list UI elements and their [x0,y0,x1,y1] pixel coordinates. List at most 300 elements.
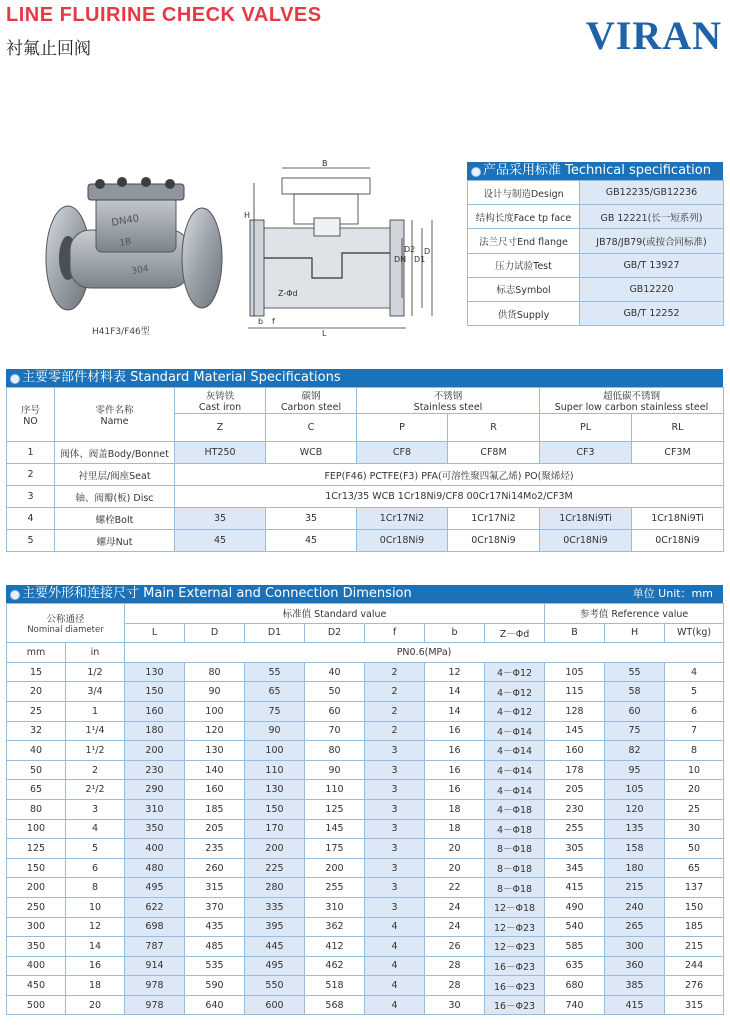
dimensions-unit: 单位 Unit：mm [632,587,713,600]
mat-cell: 0Cr18Ni9 [448,530,540,552]
mat-span: FEP(F46) PCTFE(F3) PFA(可溶性聚四氟乙烯) PO(聚烯烃) [175,464,724,486]
mat-name: 阀体、阀盖Body/Bonnet [55,442,175,464]
dim-cell: 16－Φ23 [485,976,545,996]
dim-cell: 110 [245,760,305,780]
dim-cell: 3 [365,819,425,839]
photo-caption: H41F3/F46型 [92,327,150,337]
mat-code: Z [175,414,266,442]
table-row [7,819,724,839]
dim-cell: 130 [245,780,305,800]
brand-logo: VIRAN [585,13,722,58]
mat-cell: CF3M [632,442,724,464]
dim-cell: 65 [665,858,724,878]
table-row [7,662,724,682]
dim-cell: 200 [245,839,305,859]
dim-cell: 225 [245,858,305,878]
dim-cell: 500 [7,995,66,1015]
dim-cell: 680 [545,976,605,996]
dim-cell: 2 [365,662,425,682]
dim-cell: 185 [185,799,245,819]
dim-cell: 110 [305,780,365,800]
dim-cell: 16 [425,741,485,761]
dim-cell: 3 [365,897,425,917]
dim-cell: 40 [7,741,66,761]
dim-cell: 30 [665,819,724,839]
mat-no: 5 [7,530,55,552]
dim-cell: 50 [665,839,724,859]
dim-cell: 445 [245,937,305,957]
dim-cell: 178 [545,760,605,780]
spec-label: 结构长度Face tp face [468,205,580,229]
mat-code: RL [632,414,724,442]
dim-cell: 7 [665,721,724,741]
mat-name: 螺母Nut [55,530,175,552]
dim-cell: 205 [545,780,605,800]
mat-code: PL [540,414,632,442]
dim-cell: 16－Φ23 [485,995,545,1015]
dim-cell: 55 [605,662,665,682]
dim-cell: 4 [66,819,125,839]
drawing-label-dn: DN [394,255,407,264]
dim-cell: 255 [305,878,365,898]
mat-cell: 0Cr18Ni9 [540,530,632,552]
dim-cell: 30 [425,995,485,1015]
dim-body [7,662,724,1015]
dim-cell: 20 [425,839,485,859]
dim-cell: 4－Φ14 [485,741,545,761]
spec-row [468,205,724,229]
dim-cell: 15 [7,662,66,682]
dim-cell: 240 [605,897,665,917]
dim-cell: 3 [365,741,425,761]
dim-col: D [185,623,245,643]
dim-col: f [365,623,425,643]
dim-cell: 4－Φ12 [485,662,545,682]
mat-row [7,442,724,464]
dim-head-mm: mm [7,643,66,663]
dim-cell: 160 [185,780,245,800]
dim-col: b [425,623,485,643]
page-title: LINE FLUIRINE CHECK VALVES [6,4,322,26]
dim-cell: 28 [425,976,485,996]
spec-value: GB/T 13927 [580,253,724,277]
dim-cell: 12 [66,917,125,937]
mat-cell: 1Cr18Ni9Ti [632,508,724,530]
dim-cell: 65 [245,682,305,702]
dim-col: WT(kg) [665,623,724,643]
dim-cell: 415 [545,878,605,898]
mat-head-grey: 灰铸铁 Cast iron [175,388,266,414]
table-row [7,956,724,976]
dim-cell: 18 [66,976,125,996]
dim-cell: 55 [245,662,305,682]
dim-cell: 5 [665,682,724,702]
dim-cell: 4－Φ14 [485,721,545,741]
table-row [7,721,724,741]
spec-label: 标志Symbol [468,277,580,301]
mat-code: R [448,414,540,442]
dim-cell: 26 [425,937,485,957]
dim-cell: 3 [365,799,425,819]
drawing-label-d: D [424,247,431,256]
valve-drawing [242,158,442,338]
mat-cell: 1Cr18Ni9Ti [540,508,632,530]
dim-cell: 24 [425,897,485,917]
dim-cell: 100 [245,741,305,761]
dim-cell: 28 [425,956,485,976]
dim-cell: 4－Φ12 [485,682,545,702]
dim-cell: 185 [665,917,724,937]
dim-cell: 230 [545,799,605,819]
dim-cell: 180 [605,858,665,878]
materials-table [6,387,724,552]
dim-cell: 698 [125,917,185,937]
mat-cell: 0Cr18Ni9 [357,530,448,552]
dim-cell: 150 [245,799,305,819]
spec-value: GB 12221(长一短系列) [580,205,724,229]
dim-cell: 265 [605,917,665,937]
spec-label: 设计与制造Design [468,181,580,205]
dim-cell: 22 [425,878,485,898]
dim-cell: 978 [125,995,185,1015]
mat-head-name: 零件名称 Name [55,388,175,442]
dim-cell: 16 [425,760,485,780]
dim-cell: 4－Φ18 [485,799,545,819]
mat-head-no: 序号 NO [7,388,55,442]
mat-cell: 0Cr18Ni9 [632,530,724,552]
dim-col: L [125,623,185,643]
dim-cell: 120 [185,721,245,741]
materials-header: 主要零部件材料表 Standard Material Specifications [6,369,723,387]
dim-cell: 20 [665,780,724,800]
dim-cell: 215 [605,878,665,898]
dim-cell: 145 [305,819,365,839]
mat-row [7,530,724,552]
dim-cell: 300 [605,937,665,957]
dim-cell: 14 [66,937,125,957]
drawing-label-d2: D2 [404,245,416,254]
dim-cell: 485 [185,937,245,957]
dim-cell: 130 [185,741,245,761]
dim-cell: 80 [305,741,365,761]
dim-cell: 335 [245,897,305,917]
dim-cell: 360 [605,956,665,976]
dim-cell: 115 [545,682,605,702]
dim-cell: 590 [185,976,245,996]
spec-value: JB78/JB79(或按合同标准) [580,229,724,253]
mat-row [7,508,724,530]
spec-row [468,301,724,325]
dim-cell: 740 [545,995,605,1015]
dim-cell: 978 [125,976,185,996]
dim-cell: 10 [665,760,724,780]
table-row [7,701,724,721]
dim-cell: 2 [365,682,425,702]
dim-cell: 540 [545,917,605,937]
spec-label: 压力试验Test [468,253,580,277]
dim-cell: 4 [365,976,425,996]
mat-no: 2 [7,464,55,486]
drawing-label-b-small: b [258,317,264,326]
spec-table [467,180,724,326]
dim-cell: 462 [305,956,365,976]
table-row [7,741,724,761]
dim-cell: 3 [365,839,425,859]
dim-cell: 3 [365,780,425,800]
dim-cell: 80 [185,662,245,682]
dim-cell: 205 [185,819,245,839]
dim-cell: 450 [7,976,66,996]
dim-cell: 244 [665,956,724,976]
dim-cell: 535 [185,956,245,976]
dim-cell: 120 [605,799,665,819]
dim-cell: 25 [665,799,724,819]
dim-cell: 18 [425,799,485,819]
dim-cell: 90 [305,760,365,780]
spec-row [468,253,724,277]
dim-cell: 200 [7,878,66,898]
dim-cell: 145 [545,721,605,741]
table-row [7,878,724,898]
dim-cell: 315 [665,995,724,1015]
mat-head-ulc: 超低碳不锈钢 Super low carbon stainless steel [540,388,724,414]
dim-cell: 4 [365,917,425,937]
dim-head-standard: 标准值 Standard value [125,604,545,624]
dim-col: D2 [305,623,365,643]
dim-cell: 75 [605,721,665,741]
dim-cell: 3 [365,858,425,878]
dim-cell: 415 [605,995,665,1015]
dim-cell: 137 [665,878,724,898]
dim-cell: 518 [305,976,365,996]
dim-cell: 58 [605,682,665,702]
table-row [7,760,724,780]
dim-cell: 280 [245,878,305,898]
dim-cell: 95 [605,760,665,780]
dim-cell: 412 [305,937,365,957]
dim-cell: 305 [545,839,605,859]
dim-cell: 130 [125,662,185,682]
dim-cell: 4－Φ12 [485,701,545,721]
dim-cell: 3/4 [66,682,125,702]
spec-value: GB12235/GB12236 [580,181,724,205]
mat-cell: CF8M [448,442,540,464]
table-row [7,682,724,702]
mat-cell: 45 [266,530,357,552]
dim-cell: 100 [185,701,245,721]
dimensions-title: 主要外形和连接尺寸 Main External and Connection Dimension [22,586,412,601]
dim-cell: 640 [185,995,245,1015]
dim-cell: 787 [125,937,185,957]
mat-cell: WCB [266,442,357,464]
svg-text:DN40: DN40 [110,213,141,229]
mat-name: 螺栓Bolt [55,508,175,530]
dim-cell: 25 [7,701,66,721]
mat-cell: CF8 [357,442,448,464]
mat-cell: 35 [175,508,266,530]
dim-cell: 4－Φ18 [485,819,545,839]
table-row [7,780,724,800]
mat-no: 1 [7,442,55,464]
dim-cell: 276 [665,976,724,996]
dim-cell: 400 [7,956,66,976]
dim-cell: 914 [125,956,185,976]
dim-cell: 435 [185,917,245,937]
dim-cell: 250 [7,897,66,917]
dim-cell: 8 [665,741,724,761]
spec-row [468,181,724,205]
mat-cell: 45 [175,530,266,552]
dim-cell: 585 [545,937,605,957]
dim-cell: 4 [365,937,425,957]
dim-cell: 70 [305,721,365,741]
dim-cell: 14 [425,701,485,721]
dim-cell: 160 [125,701,185,721]
dim-cell: 20 [66,995,125,1015]
dim-head-nominal: 公称通径 Nominal diameter [7,604,125,643]
dim-cell: 370 [185,897,245,917]
dim-head-reference: 参考值 Reference value [545,604,724,624]
svg-text:304: 304 [130,264,150,277]
dim-cell: 200 [125,741,185,761]
dim-cell: 8－Φ18 [485,878,545,898]
dim-cell: 80 [7,799,66,819]
dim-cell: 160 [545,741,605,761]
dim-cell: 90 [245,721,305,741]
dim-cell: 1¹/2 [66,741,125,761]
dim-col: H [605,623,665,643]
dim-cell: 75 [245,701,305,721]
dim-cell: 4－Φ14 [485,760,545,780]
dim-cell: 400 [125,839,185,859]
mat-head-stainless: 不锈钢 Stainless steel [357,388,540,414]
dim-cell: 12 [425,662,485,682]
dim-cell: 2 [365,721,425,741]
dim-col: Z－Φd [485,623,545,643]
dim-cell: 622 [125,897,185,917]
dim-cell: 20 [425,858,485,878]
dim-cell: 200 [305,858,365,878]
dim-cell: 310 [305,897,365,917]
mat-cell: 1Cr17Ni2 [448,508,540,530]
mat-code: C [266,414,357,442]
dim-cell: 350 [7,937,66,957]
dim-cell: 215 [665,937,724,957]
dim-cell: 4 [365,956,425,976]
dim-cell: 3 [66,799,125,819]
dim-cell: 10 [66,897,125,917]
dim-cell: 20 [7,682,66,702]
dim-cell: 490 [545,897,605,917]
spec-value: GB/T 12252 [580,301,724,325]
drawing-label-f: f [272,317,275,326]
mat-cell: CF3 [540,442,632,464]
dim-cell: 65 [7,780,66,800]
dim-cell: 260 [185,858,245,878]
dim-cell: 1/2 [66,662,125,682]
dim-cell: 16 [425,721,485,741]
dim-cell: 60 [305,701,365,721]
dim-cell: 4－Φ14 [485,780,545,800]
svg-text:1B: 1B [118,237,133,249]
dim-cell: 4 [365,995,425,1015]
dim-cell: 350 [125,819,185,839]
dim-cell: 480 [125,858,185,878]
dim-cell: 568 [305,995,365,1015]
dim-cell: 1 [66,701,125,721]
table-row [7,839,724,859]
table-row [7,937,724,957]
dim-cell: 385 [605,976,665,996]
dim-cell: 3 [365,760,425,780]
dim-cell: 12－Φ23 [485,917,545,937]
dim-cell: 8－Φ18 [485,839,545,859]
dim-cell: 12－Φ18 [485,897,545,917]
table-row [7,976,724,996]
dim-cell: 150 [665,897,724,917]
mat-name: 轴、阀瓣(板) Disc [55,486,175,508]
dim-cell: 8－Φ18 [485,858,545,878]
dim-head-pressure: PN0.6(MPa) [125,643,724,663]
mat-code: P [357,414,448,442]
spec-header: 产品采用标准 Technical specification [467,162,723,180]
spec-row [468,229,724,253]
dim-cell: 550 [245,976,305,996]
valve-photo [40,170,230,320]
dim-cell: 16 [66,956,125,976]
mat-row [7,486,724,508]
mat-cell: 35 [266,508,357,530]
dim-cell: 495 [245,956,305,976]
dim-cell: 290 [125,780,185,800]
dim-cell: 395 [245,917,305,937]
dimensions-header [6,585,723,603]
dim-cell: 150 [125,682,185,702]
dim-cell: 255 [545,819,605,839]
spec-value: GB12220 [580,277,724,301]
drawing-label-l: L [322,329,327,338]
drawing-label-d1: D1 [414,255,426,264]
dim-cell: 600 [245,995,305,1015]
dim-cell: 180 [125,721,185,741]
dim-col: D1 [245,623,305,643]
dim-cell: 125 [305,799,365,819]
drawing-label-zd: Z-Φd [278,289,298,298]
dim-cell: 170 [245,819,305,839]
spec-label: 法兰尺寸End flange [468,229,580,253]
dim-cell: 14 [425,682,485,702]
dim-cell: 230 [125,760,185,780]
dim-cell: 50 [305,682,365,702]
dim-cell: 60 [605,701,665,721]
dim-cell: 125 [7,839,66,859]
dim-cell: 310 [125,799,185,819]
dim-cell: 235 [185,839,245,859]
dim-cell: 345 [545,858,605,878]
mat-cell: HT250 [175,442,266,464]
dim-cell: 2 [66,760,125,780]
spec-label: 供货Supply [468,301,580,325]
dim-cell: 135 [605,819,665,839]
table-row [7,917,724,937]
dim-cell: 16 [425,780,485,800]
dim-cell: 140 [185,760,245,780]
dim-cell: 4 [665,662,724,682]
dim-cell: 362 [305,917,365,937]
drawing-label-b: B [322,159,328,168]
dim-cell: 32 [7,721,66,741]
mat-no: 4 [7,508,55,530]
